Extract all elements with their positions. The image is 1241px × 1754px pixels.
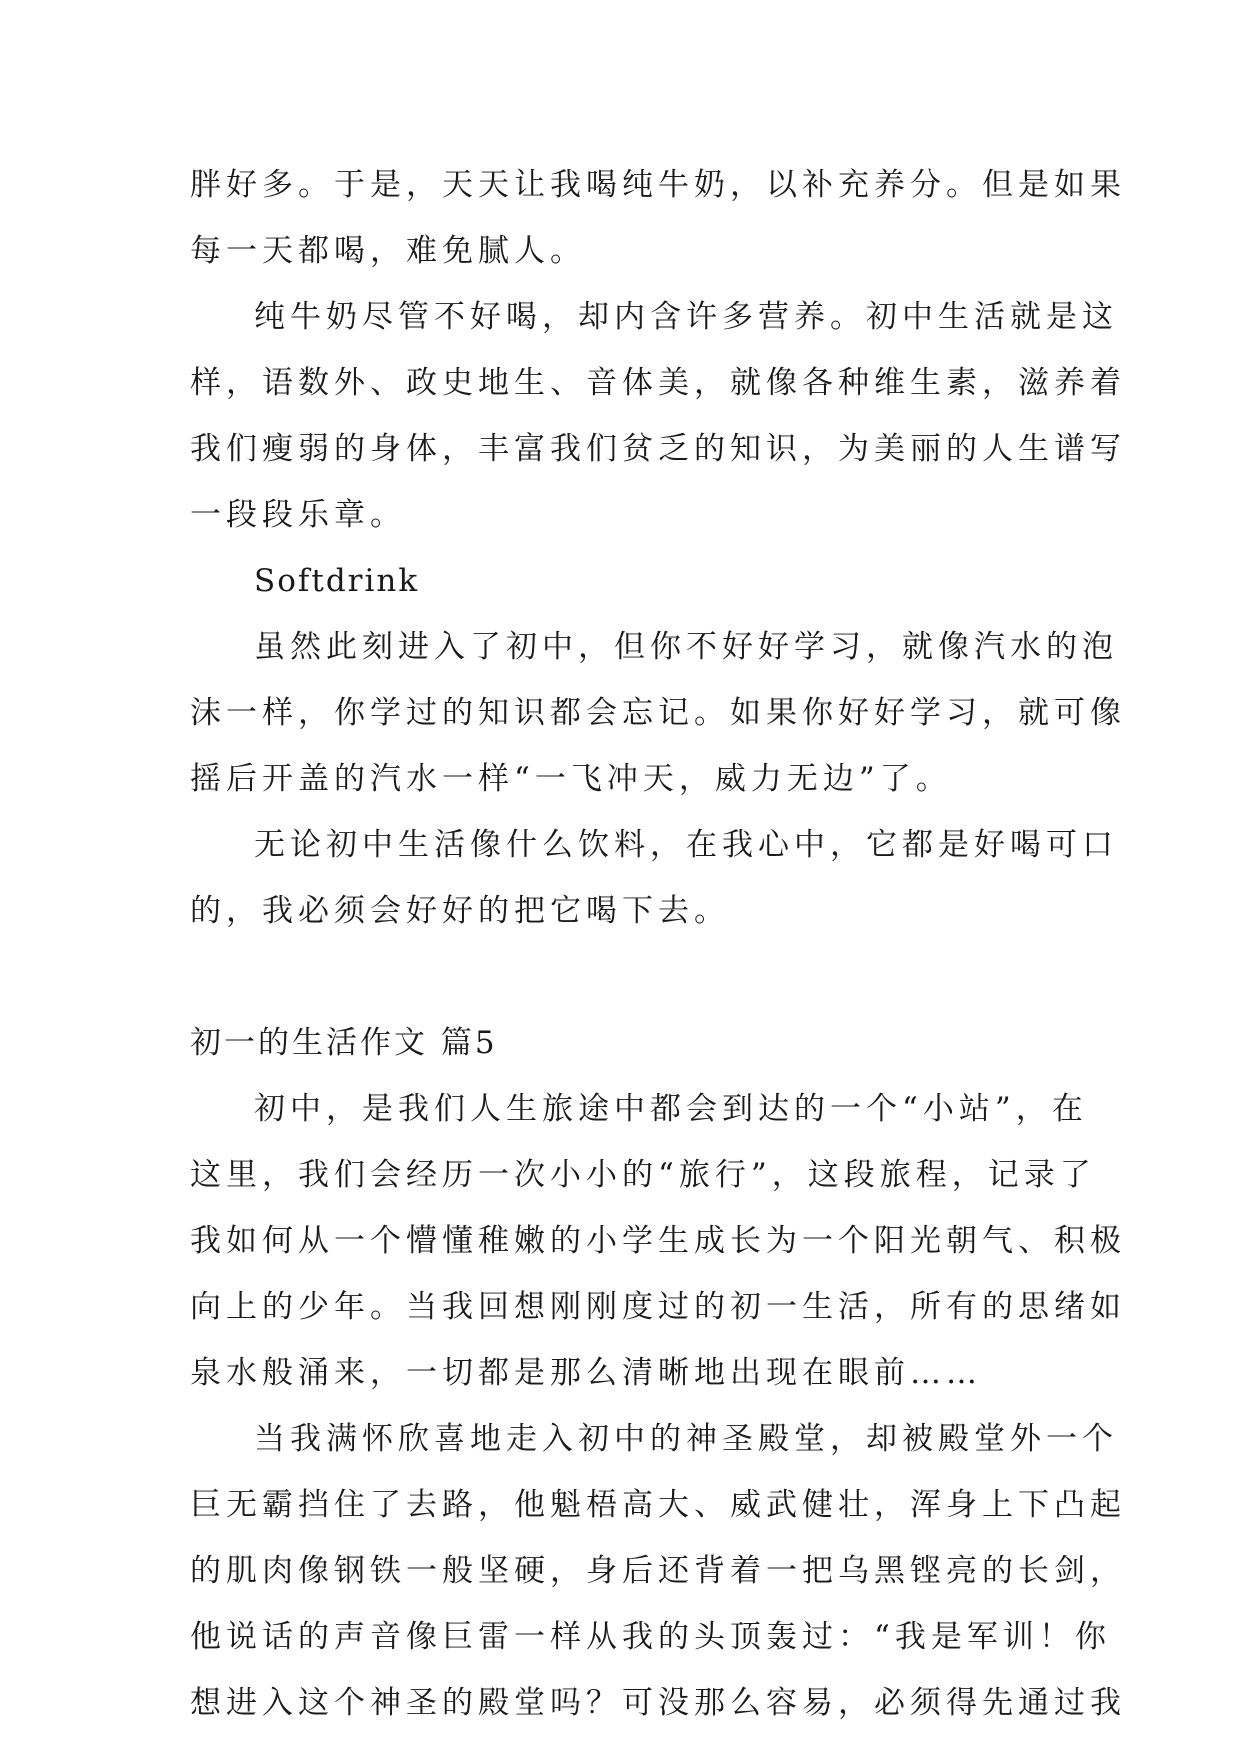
text-line: 的肌肉像钢铁一般坚硬，身后还背着一把乌黑铿亮的长剑， xyxy=(190,1553,1126,1589)
text-line: 每一天都喝，难免腻人。 xyxy=(190,233,586,269)
text-line: 想进入这个神圣的殿堂吗？可没那么容易，必须得先通过我 xyxy=(190,1685,1126,1721)
text-line: 摇后开盖的汽水一样“一飞冲天，威力无边”了。 xyxy=(190,761,952,797)
text-line: 巨无霸挡住了去路，他魁梧高大、威武健壮，浑身上下凸起 xyxy=(190,1487,1126,1523)
text-line: 他说话的声音像巨雷一样从我的头顶轰过：“我是军训！你 xyxy=(190,1619,1111,1655)
document-page xyxy=(190,152,1126,1736)
article-title: 初一的生活作文 篇5 xyxy=(190,1025,498,1061)
text-line: 胖好多。于是，天天让我喝纯牛奶，以补充养分。但是如果 xyxy=(190,167,1126,203)
paragraph-start-line: 初中，是我们人生旅途中都会到达的一个“小站”，在 xyxy=(254,1091,1088,1127)
text-line: 我们瘦弱的身体，丰富我们贫乏的知识，为美丽的人生谱写 xyxy=(190,431,1126,467)
text-line: 我如何从一个懵懂稚嫩的小学生成长为一个阳光朝气、积极 xyxy=(190,1223,1126,1259)
paragraph-start-line: 当我满怀欣喜地走入初中的神圣殿堂，却被殿堂外一个 xyxy=(254,1421,1118,1457)
text-line: 样，语数外、政史地生、音体美，就像各种维生素，滋养着 xyxy=(190,365,1126,401)
text-line: 泉水般涌来，一切都是那么清晰地出现在眼前…… xyxy=(190,1355,982,1391)
paragraph-start-line: 无论初中生活像什么饮料，在我心中，它都是好喝可口 xyxy=(254,827,1118,863)
section-label: Softdrink xyxy=(254,563,420,599)
paragraph-start-line: 虽然此刻进入了初中，但你不好好学习，就像汽水的泡 xyxy=(254,629,1118,665)
text-line: 的，我必须会好好的把它喝下去。 xyxy=(190,893,730,929)
text-line: 向上的少年。当我回想刚刚度过的初一生活，所有的思绪如 xyxy=(190,1289,1126,1325)
paragraph-start-line: 纯牛奶尽管不好喝，却内含许多营养。初中生活就是这 xyxy=(254,299,1118,335)
text-line: 沫一样，你学过的知识都会忘记。如果你好好学习，就可像 xyxy=(190,695,1126,731)
text-line: 一段段乐章。 xyxy=(190,497,406,533)
paragraph-gap xyxy=(190,944,1052,1010)
text-line: 这里，我们会经历一次小小的“旅行”，这段旅程，记录了 xyxy=(190,1157,1096,1193)
